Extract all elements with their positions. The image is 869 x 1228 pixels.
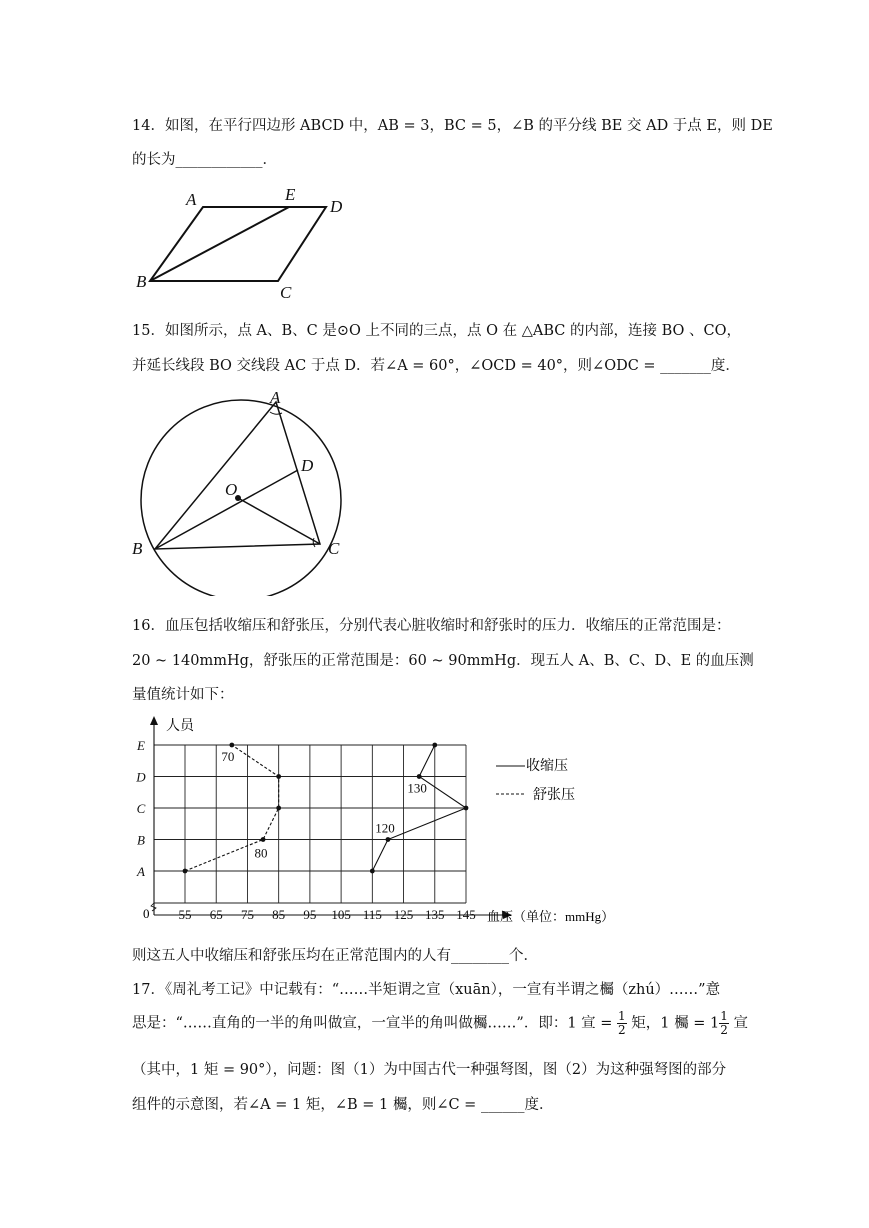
x-tick-label: 75 — [240, 907, 254, 922]
chart-origin-label: 0 — [143, 906, 150, 921]
data-point — [261, 837, 266, 842]
q16-text-after: 则这五人中收缩压和舒张压均在正常范围内的人有________个． — [132, 948, 538, 964]
data-point — [276, 806, 281, 811]
q17-fraction-half — [617, 1010, 627, 1037]
blood-pressure-chart — [128, 714, 628, 929]
q17-text-line1: 17．《周礼考工记》中记载有：“……半矩谓之宣（xuān），一宣有半谓之欘（zhú）……”意 — [132, 982, 721, 998]
q17-text-line3: （其中，1 矩 = 90°），问题：图（1）为中国古代一种强弩图，图（2）为这种强弩图的部分 — [132, 1062, 727, 1078]
q17-text-line2-a: 思是：“……直角的一半的角叫做宣，一宣半的角叫做欘……”．即：1 宣 = — [132, 1015, 613, 1032]
q15-circle-figure — [130, 386, 350, 596]
x-tick-label: 145 — [456, 907, 476, 922]
q14-label-c: C — [280, 283, 292, 302]
q15-label-a: A — [270, 388, 281, 407]
q15-text-line1: 15．如图所示，点 A、B、C 是⊙O 上不同的三点，点 O 在 △ABC 的内部，连接 BO 、CO， — [132, 323, 742, 339]
q14-text-line1: 14．如图，在平行四边形 ABCD 中，AB = 3，BC = 5，∠B 的平分线 BE 交 AD 于点 E，则 DE — [132, 118, 773, 134]
q17-frac-num: 1 — [618, 1009, 626, 1023]
data-label: 70 — [221, 749, 235, 764]
q15-label-c: C — [328, 539, 340, 558]
y-tick-label: D — [136, 769, 146, 785]
x-tick-label: 135 — [425, 907, 445, 922]
chart-grid — [154, 745, 466, 903]
legend-label-diastolic: 舒张压 — [533, 788, 575, 803]
x-tick-label: 95 — [303, 907, 317, 922]
x-tick-label: 55 — [178, 907, 192, 922]
x-tick-label: 125 — [393, 907, 414, 922]
q14-label-a: A — [186, 190, 197, 209]
chart-legend — [496, 757, 575, 803]
y-tick-label: C — [136, 801, 146, 816]
q15-label-o: O — [225, 480, 238, 499]
data-point — [432, 743, 437, 748]
chart-xlabel: 血压（单位：mmHg） — [487, 909, 615, 924]
q14-text-line2: 的长为____________． — [132, 152, 277, 168]
q16-text-line2: 20 ~ 140mmHg，舒张压的正常范围是：60 ~ 90mmHg．现五人 A、B、C、D、E 的血压测 — [132, 653, 754, 669]
data-point — [276, 774, 281, 779]
q17-text-line2 — [132, 1010, 748, 1037]
y-tick-label: B — [137, 832, 145, 848]
chart-axes — [150, 716, 512, 919]
q17-fraction-half-2: $\frac{1}{2}$ — [720, 1009, 728, 1037]
data-label: 80 — [254, 845, 268, 861]
x-tick-label: 85 — [272, 907, 286, 922]
data-point — [370, 869, 375, 874]
data-point — [229, 743, 234, 748]
data-point — [464, 806, 469, 811]
data-point — [417, 774, 422, 779]
q15-label-d: D — [301, 456, 314, 475]
q17-text-line2-c: 宣 — [733, 1015, 748, 1032]
q15-text-line2: 并延长线段 BO 交线段 AC 于点 D．若∠A = 60°，∠OCD = 40°，则∠ODC = _______度． — [132, 358, 740, 374]
q17-frac-den: 2 — [618, 1023, 626, 1037]
x-tick-label: 105 — [331, 907, 351, 922]
q14-label-b: B — [136, 272, 147, 291]
data-point — [386, 837, 391, 842]
data-label: 120 — [375, 820, 395, 836]
data-point — [183, 869, 188, 874]
q15-label-b: B — [132, 539, 143, 558]
x-tick-label: 65 — [209, 907, 223, 922]
q14-label-d: D — [330, 197, 343, 216]
y-tick-label: E — [137, 738, 145, 753]
data-label: 130 — [407, 780, 427, 796]
q16-text-line3: 量值统计如下： — [132, 687, 234, 703]
q14-parallelogram-figure — [130, 180, 360, 305]
legend-label-systolic: 收缩压 — [526, 759, 568, 774]
y-tick-label: A — [137, 864, 145, 879]
q17-text-line2-b: 矩，1 欘 = 1 — [631, 1015, 720, 1032]
chart-ylabel: 人员 — [166, 719, 194, 734]
q16-text-line1: 16．血压包括收缩压和舒张压，分别代表心脏收缩时和舒张时的压力．收缩压的正常范围是： — [132, 618, 731, 634]
x-tick-label: 115 — [362, 907, 382, 922]
q17-text-line4: 组件的示意图，若∠A = 1 矩，∠B = 1 欘，则∠C = ______度． — [132, 1097, 554, 1113]
q14-label-e: E — [285, 185, 296, 204]
